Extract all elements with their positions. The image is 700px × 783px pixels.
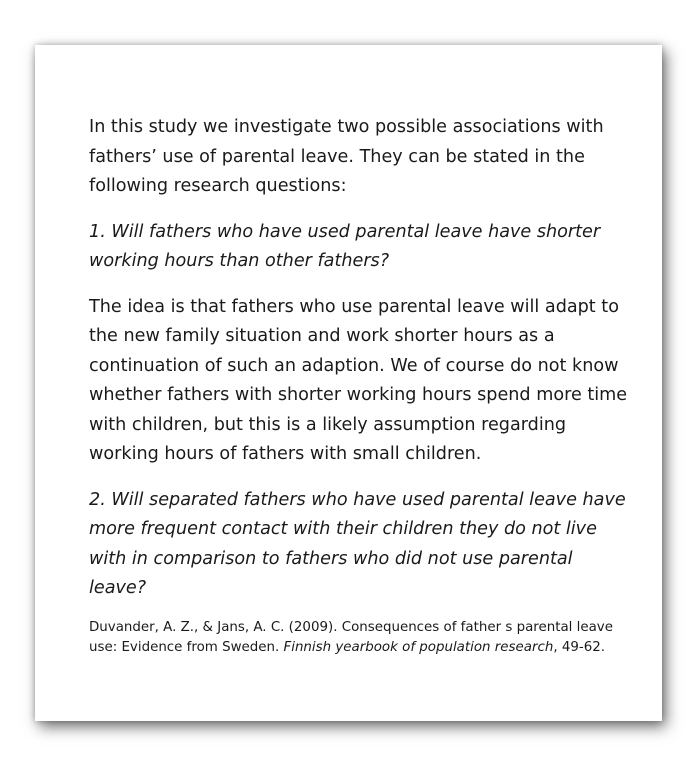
document-card (35, 45, 662, 721)
research-question-1: 1. Will fathers who have used parental leave have shorter working hours than other fathers? (89, 221, 601, 271)
document-content (89, 113, 629, 659)
explanation-paragraph: The idea is that fathers who use parental leave will adapt to the new family situation and work shorter hours as a continuation of such an adaption. We of course do not know whether fathers with shorter working hours spend more time with children, but this is a likely assumption regarding working hours of fathers with small children. (89, 296, 628, 464)
research-question-2: 2. Will separated fathers who have used parental leave have more frequent contact with their children they do not live with in comparison to fathers who did not use parental leave? (89, 489, 626, 598)
citation-authors-title: Duvander, A. Z., & Jans, A. C. (2009). Consequences of father s parental leave use: Evidence from Sweden. (89, 619, 613, 655)
citation (89, 618, 629, 659)
citation-pages: , 49-62. (553, 640, 606, 655)
citation-journal: Finnish yearbook of population research (283, 640, 554, 655)
intro-paragraph: In this study we investigate two possible associations with fathers’ use of parental leave. They can be stated in the following research questions: (89, 117, 604, 196)
